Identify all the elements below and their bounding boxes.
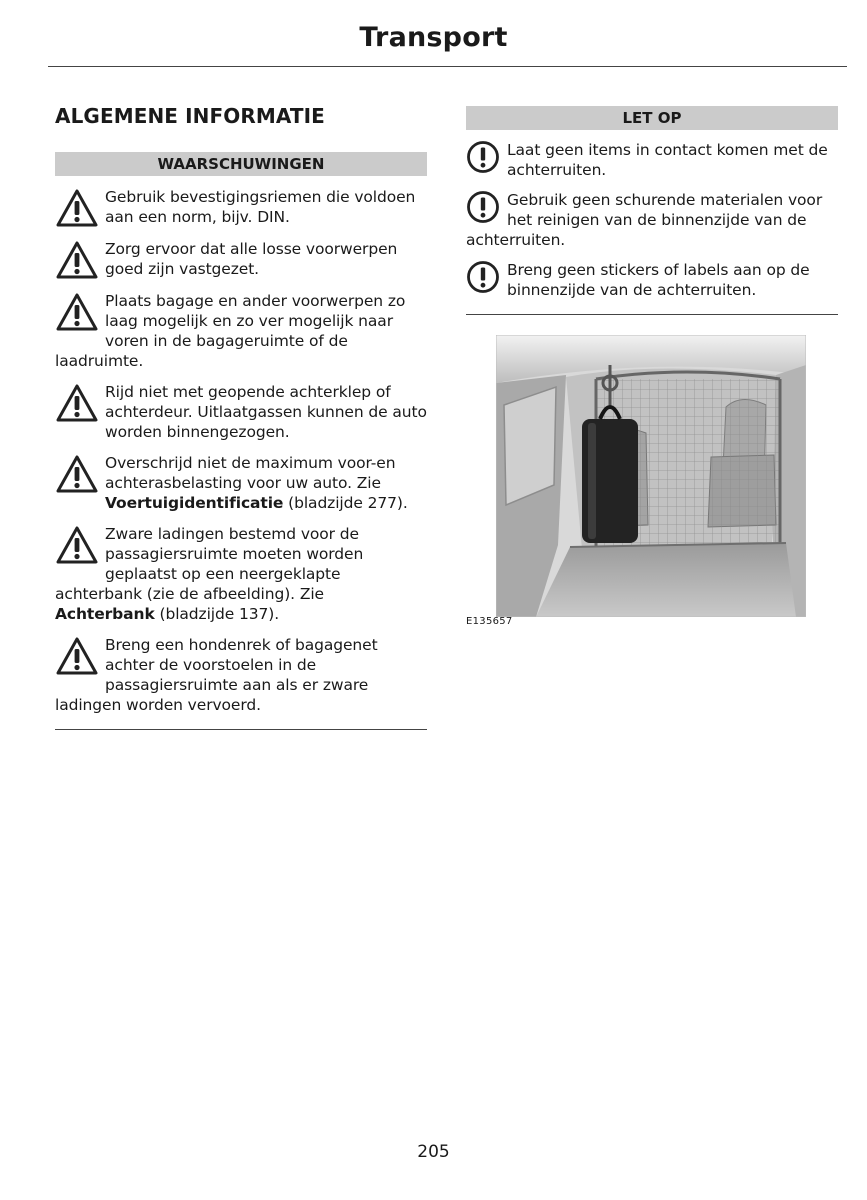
warning-item [55,453,427,513]
caution-circle-icon [466,260,500,298]
warning-item [55,524,427,624]
warning-item [55,635,427,715]
caution-text: Breng geen stickers of labels aan op de binnenzijde van de achterruiten. [507,261,810,299]
warning-text: Zware ladingen bestemd voor de passagiersruimte moeten worden geplaatst op een neergeklapte achterbank (zie de afbeelding). Zie [55,525,364,603]
warning-triangle-icon [55,383,99,423]
warning-text: Overschrijd niet de maximum voor-en achterasbelasting voor uw auto. Zie [105,454,396,492]
warning-item [55,187,427,228]
caution-item [466,260,838,300]
header-divider [48,66,847,67]
warning-text: Breng een hondenrek of bagagenet achter de voorstoelen in de passagiersruimte aan als er zware ladingen worden vervoerd. [55,636,378,714]
caution-end-divider [466,314,838,315]
caution-circle-icon [466,140,500,178]
page-reference: (bladzijde 137). [154,605,280,623]
cross-reference-link[interactable]: Achterbank [55,605,155,623]
caution-text: Gebruik geen schurende materialen voor het reinigen van de binnenzijde van de achterruiten. [466,191,823,249]
warning-triangle-icon [55,454,99,494]
caution-item [466,140,838,180]
warning-item [55,239,427,280]
page-number: 205 [417,1142,450,1162]
warning-triangle-icon [55,240,99,280]
figure-id: E135657 [466,616,513,627]
cargo-area-illustration [496,335,806,617]
general-information-section [55,104,427,730]
warnings-header: WAARSCHUWINGEN [55,152,427,176]
warning-text: Gebruik bevestigingsriemen die voldoen aan een norm, bijv. DIN. [105,188,416,226]
section-heading: ALGEMENE INFORMATIE [55,104,325,128]
warning-item [55,382,427,442]
warning-text: Rijd niet met geopende achterklep of achterdeur. Uitlaatgassen kunnen de auto worden binnengezogen. [105,383,427,441]
caution-text: Laat geen items in contact komen met de achterruiten. [507,141,828,179]
warning-item [55,291,427,371]
warning-triangle-icon [55,525,99,565]
warning-triangle-icon [55,292,99,332]
page-title: Transport [359,22,508,53]
page-reference: (bladzijde 277). [283,494,408,512]
warning-triangle-icon [55,636,99,676]
caution-item [466,190,838,250]
caution-header: LET OP [466,106,838,130]
warnings-end-divider [55,729,427,730]
caution-circle-icon [466,190,500,228]
warning-triangle-icon [55,188,99,228]
caution-section [466,106,838,315]
cross-reference-link[interactable]: Voertuigidentificatie [105,494,284,512]
warning-text: Zorg ervoor dat alle losse voorwerpen goed zijn vastgezet. [105,240,398,278]
warning-text: Plaats bagage en ander voorwerpen zo laag mogelijk en zo ver mogelijk naar voren in de bagageruimte of de laadruimte. [55,292,406,370]
